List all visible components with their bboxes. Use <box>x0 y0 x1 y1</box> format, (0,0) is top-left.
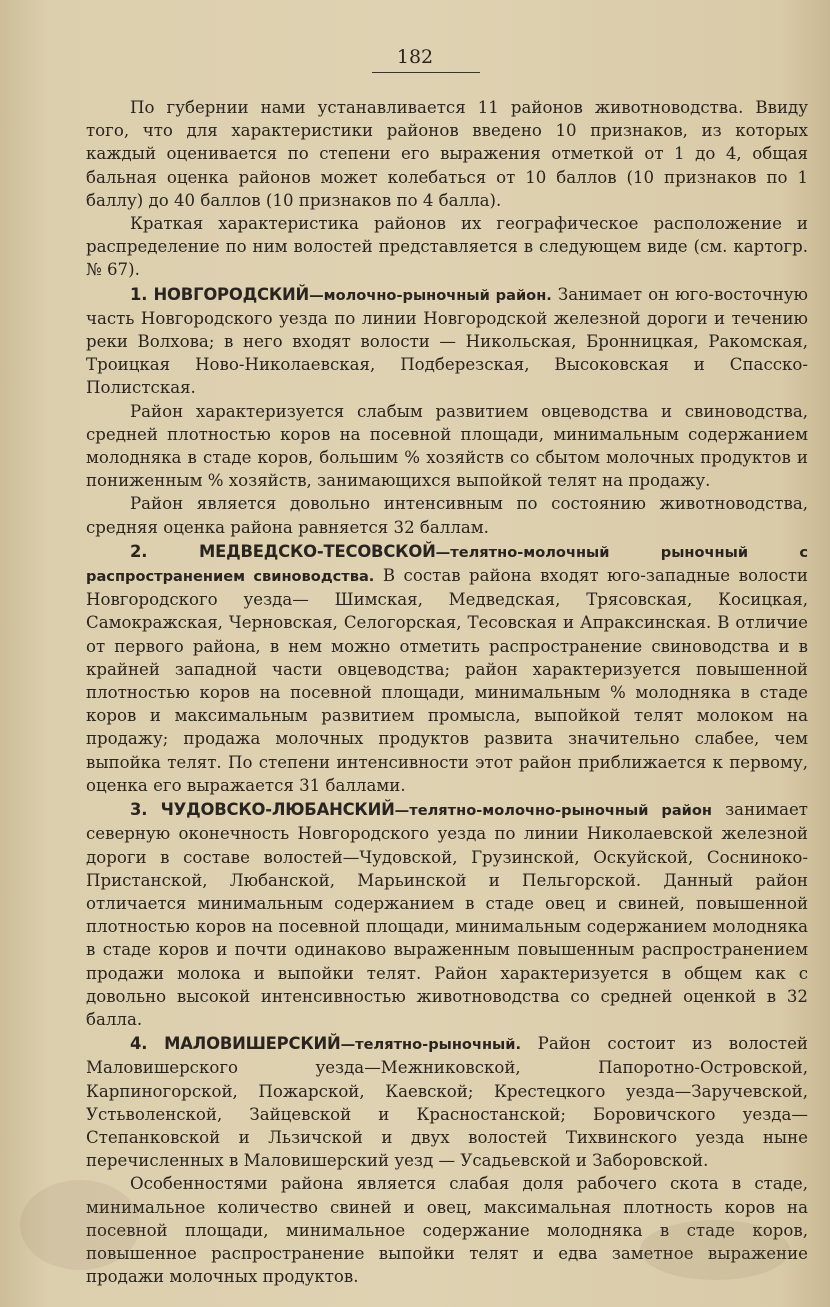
district-1-subheading: —молочно-рыночный район. <box>309 286 552 304</box>
district-4-subheading: —телятно-рыночный. <box>340 1036 522 1054</box>
district-3-text: занимает северную оконечность Новгородского уезда по линии Николаевской железной дороги в составе волостей—Чудовской, Грузинской, Оскуйской, Сосниноко-Пристанской, Любанской, Марьинской и Пельгорской. Данный район отличается минимальным содержанием в стаде овец и свиней, повышенной плотностью коров на посевной площади, минимальным содержанием молодняка в стаде коров и почти одинаково выраженным повышенным распространением продажи молока и выпойки телят. Район характеризуется в общем как с довольно высокой интенсивностью животноводства со средней оценкой в 32 балла. <box>86 800 808 1029</box>
intro-paragraph-1: По губернии нами устанавливается 11 районов животноводства. Ввиду того, что для характеристики районов введено 10 признаков, из которых каждый оценивается по степени его выражения отметкой от 1 до 4, общая бальная оценка районов может колебаться от 10 баллов (10 признаков по 1 баллу) до 40 баллов (10 признаков по 4 балла). <box>86 98 808 210</box>
district-3-paragraph <box>86 798 808 1031</box>
district-3-heading: 3. ЧУДОВСКО-ЛЮБАНСКИЙ <box>130 800 395 820</box>
paper-stain <box>640 1220 790 1280</box>
district-4-paragraph-2: Особенностями района является слабая доля рабочего скота в стаде, минимальное количество свиней и овец, максимальная плотность коров на посевной площади, минимальное содержание молодняка в стаде коров, повышенное распространение выпойки телят и едва заметное выражение продажи молочных продуктов. <box>86 1174 808 1287</box>
district-4-text: Район состоит из волостей Маловишерского уезда—Межниковской, Папоротно-Островской, Карпиногорской, Пожарской, Каевской; Крестецкого уезда—Заручевской, Устьволенской, Зайцевской и Красностанской; Боровичского уезда—Степанковской и Льзичской и двух волостей Тихвинского уезда ныне перечисленных в Маловишерский уезд — Усадьевской и Заборовской. <box>86 1034 808 1171</box>
district-2-heading: 2. МЕДВЕДСКО-ТЕСОВСКОЙ <box>130 541 436 561</box>
district-4-heading: 4. МАЛОВИШЕРСКИЙ <box>130 1034 341 1054</box>
district-1-text: Занимает он юго-восточную часть Новгородского уезда по линии Новгородской железной дороги и течению реки Волхова; в него входят волости — Никольская, Бронницкая, Ракомская, Троицкая Ново-Николаевская, Подберезская, Высоковская и Спасско-Полистская. <box>86 284 809 398</box>
district-2-paragraph <box>86 540 808 797</box>
district-4-paragraph <box>86 1032 808 1172</box>
page-number: 182 <box>396 46 434 68</box>
page-number-rule <box>372 72 480 73</box>
district-1-paragraph-2: Район характеризуется слабым развитием овцеводства и свиноводства, средней плотностью коров на посевной площади, минимальным содержанием молодняка в стаде коров, большим % хозяйств со сбытом молочных продуктов и пониженным % хозяйств, занимающихся выпойкой телят на продажу. <box>86 401 808 491</box>
district-2-subheading: —телятно-молочный рыночный с распространением свиноводства. <box>86 543 809 586</box>
body-text <box>86 96 808 1288</box>
district-1-paragraph <box>86 283 808 400</box>
district-3-subheading: —телятно-молочно-рыночный район <box>394 802 712 820</box>
district-2-text: В состав района входят юго-западные волости Новгородского уезда— Шимская, Медведская, Трясовская, Косицкая, Самокражская, Черновская, Селогорская, Тесовская и Апраксинская. В отличие от первого района, в нем можно отметить распространение свиноводства и в крайней западной части овцеводства; район характеризуется повышенной плотностью коров на посевной площади, минимальным % молодняка в стаде коров и максимальным развитием промысла, выпойкой телят молоком на продажу; продажа молочных продуктов развита значительно слабее, чем выпойка телят. По степени интенсивности этот район приближается к первому, оценка его выражается 31 баллами. <box>86 566 808 795</box>
intro-paragraph-2: Краткая характеристика районов их географическое расположение и распределение по ним волостей представляется в следующем виде (см. картогр. № 67). <box>86 214 808 280</box>
paper-stain <box>20 1180 140 1270</box>
district-1-heading: 1. НОВГОРОДСКИЙ <box>130 284 310 304</box>
district-1-paragraph-3: Район является довольно интенсивным по состоянию животноводства, средняя оценка района равняется 32 баллам. <box>86 494 808 537</box>
